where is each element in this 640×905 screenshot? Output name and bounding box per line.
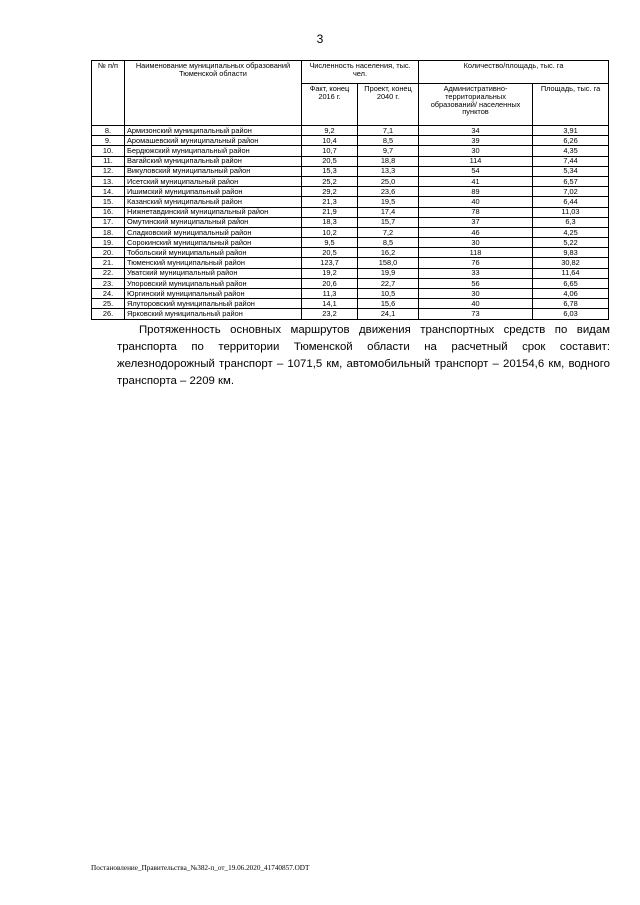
admin-units-count: 30 <box>419 146 533 156</box>
population-fact: 29,2 <box>302 187 358 197</box>
admin-units-count: 30 <box>419 289 533 299</box>
district-name: Сладковский муниципальный район <box>125 227 302 237</box>
area-value: 30,82 <box>533 258 609 268</box>
header-num: № п/п <box>92 61 125 126</box>
admin-units-count: 114 <box>419 156 533 166</box>
table-row <box>92 268 609 278</box>
population-project: 7,2 <box>358 227 419 237</box>
row-number: 23. <box>92 278 125 288</box>
area-value: 6,26 <box>533 136 609 146</box>
admin-units-count: 41 <box>419 176 533 186</box>
header-fact: Факт, конец 2016 г. <box>302 84 358 126</box>
table-row <box>92 197 609 207</box>
district-name: Омутинский муниципальный район <box>125 217 302 227</box>
table-row <box>92 156 609 166</box>
row-number: 20. <box>92 248 125 258</box>
population-project: 24,1 <box>358 309 419 319</box>
district-name: Нижнетавдинский муниципальный район <box>125 207 302 217</box>
population-project: 22,7 <box>358 278 419 288</box>
row-number: 19. <box>92 238 125 248</box>
population-project: 15,7 <box>358 217 419 227</box>
population-fact: 21,3 <box>302 197 358 207</box>
row-number: 14. <box>92 187 125 197</box>
area-value: 6,3 <box>533 217 609 227</box>
area-value: 6,44 <box>533 197 609 207</box>
admin-units-count: 34 <box>419 126 533 136</box>
header-quantity-area: Количество/площадь, тыс. га <box>419 61 609 84</box>
row-number: 12. <box>92 166 125 176</box>
admin-units-count: 54 <box>419 166 533 176</box>
table-row <box>92 136 609 146</box>
area-value: 5,22 <box>533 238 609 248</box>
area-value: 9,83 <box>533 248 609 258</box>
header-project: Проект, конец 2040 г. <box>358 84 419 126</box>
population-fact: 25,2 <box>302 176 358 186</box>
population-fact: 9,2 <box>302 126 358 136</box>
row-number: 15. <box>92 197 125 207</box>
area-value: 11,03 <box>533 207 609 217</box>
admin-units-count: 30 <box>419 238 533 248</box>
area-value: 5,34 <box>533 166 609 176</box>
table-row <box>92 309 609 319</box>
admin-units-count: 56 <box>419 278 533 288</box>
admin-units-count: 118 <box>419 248 533 258</box>
area-value: 7,02 <box>533 187 609 197</box>
area-value: 7,44 <box>533 156 609 166</box>
table-row <box>92 278 609 288</box>
district-name: Юргинский муниципальный район <box>125 289 302 299</box>
table-row <box>92 166 609 176</box>
population-project: 7,1 <box>358 126 419 136</box>
area-value: 6,03 <box>533 309 609 319</box>
table-row <box>92 258 609 268</box>
admin-units-count: 89 <box>419 187 533 197</box>
population-project: 17,4 <box>358 207 419 217</box>
area-value: 6,78 <box>533 299 609 309</box>
area-value: 4,35 <box>533 146 609 156</box>
table-row <box>92 146 609 156</box>
table-body <box>92 126 609 320</box>
district-name: Армизонский муниципальный район <box>125 126 302 136</box>
row-number: 17. <box>92 217 125 227</box>
admin-units-count: 37 <box>419 217 533 227</box>
admin-units-count: 46 <box>419 227 533 237</box>
table-row <box>92 289 609 299</box>
population-fact: 9,5 <box>302 238 358 248</box>
row-number: 18. <box>92 227 125 237</box>
population-project: 8,5 <box>358 136 419 146</box>
population-fact: 10,7 <box>302 146 358 156</box>
table-row <box>92 126 609 136</box>
header-area: Площадь, тыс. га <box>533 84 609 126</box>
admin-units-count: 39 <box>419 136 533 146</box>
population-fact: 14,1 <box>302 299 358 309</box>
population-project: 18,8 <box>358 156 419 166</box>
area-value: 4,25 <box>533 227 609 237</box>
population-project: 13,3 <box>358 166 419 176</box>
row-number: 9. <box>92 136 125 146</box>
population-fact: 21,9 <box>302 207 358 217</box>
population-fact: 10,4 <box>302 136 358 146</box>
population-fact: 20,5 <box>302 248 358 258</box>
population-project: 23,6 <box>358 187 419 197</box>
district-name: Ярковский муниципальный район <box>125 309 302 319</box>
population-fact: 20,6 <box>302 278 358 288</box>
table-row <box>92 217 609 227</box>
table-row <box>92 176 609 186</box>
population-project: 19,9 <box>358 268 419 278</box>
table-row <box>92 187 609 197</box>
population-project: 19,5 <box>358 197 419 207</box>
admin-units-count: 73 <box>419 309 533 319</box>
table-row <box>92 238 609 248</box>
population-fact: 23,2 <box>302 309 358 319</box>
row-number: 21. <box>92 258 125 268</box>
district-name: Исетский муниципальный район <box>125 176 302 186</box>
area-value: 4,06 <box>533 289 609 299</box>
admin-units-count: 40 <box>419 197 533 207</box>
table-row <box>92 207 609 217</box>
population-fact: 20,5 <box>302 156 358 166</box>
row-number: 26. <box>92 309 125 319</box>
population-fact: 18,3 <box>302 217 358 227</box>
district-name: Викуловский муниципальный район <box>125 166 302 176</box>
population-fact: 15,3 <box>302 166 358 176</box>
row-number: 25. <box>92 299 125 309</box>
transport-routes-paragraph: Протяженность основных маршрутов движения транспортных средств по видам транспорта по территории Тюменской области на расчетный срок составит: железнодорожный транспорт – 1071,5 км, автомобильный транспорт – 20154,6 км, водного транспорта – 2209 км. <box>117 324 610 387</box>
row-number: 22. <box>92 268 125 278</box>
municipal-districts-table <box>91 60 609 320</box>
district-name: Упоровский муниципальный район <box>125 278 302 288</box>
population-project: 8,5 <box>358 238 419 248</box>
page-number: 3 <box>316 32 324 46</box>
admin-units-count: 76 <box>419 258 533 268</box>
table-row <box>92 227 609 237</box>
district-name: Аромашевский муниципальный район <box>125 136 302 146</box>
header-admin-units: Административно-территориальных образований/ населенных пунктов <box>419 84 533 126</box>
header-population: Численность населения, тыс. чел. <box>302 61 419 84</box>
population-fact: 11,3 <box>302 289 358 299</box>
row-number: 16. <box>92 207 125 217</box>
area-value: 3,91 <box>533 126 609 136</box>
row-number: 11. <box>92 156 125 166</box>
area-value: 6,57 <box>533 176 609 186</box>
district-name: Уватский муниципальный район <box>125 268 302 278</box>
admin-units-count: 78 <box>419 207 533 217</box>
population-project: 16,2 <box>358 248 419 258</box>
population-project: 9,7 <box>358 146 419 156</box>
population-project: 25,0 <box>358 176 419 186</box>
admin-units-count: 40 <box>419 299 533 309</box>
district-name: Ялуторовский муниципальный район <box>125 299 302 309</box>
admin-units-count: 33 <box>419 268 533 278</box>
population-fact: 10,2 <box>302 227 358 237</box>
table-row <box>92 299 609 309</box>
row-number: 24. <box>92 289 125 299</box>
population-fact: 123,7 <box>302 258 358 268</box>
table-row <box>92 248 609 258</box>
district-name: Ишимский муниципальный район <box>125 187 302 197</box>
row-number: 8. <box>92 126 125 136</box>
row-number: 10. <box>92 146 125 156</box>
population-project: 158,0 <box>358 258 419 268</box>
population-project: 10,5 <box>358 289 419 299</box>
district-name: Тобольский муниципальный район <box>125 248 302 258</box>
document-footer: Постановление_Правительства_№382-п_от_19.06.2020_41740857.ODT <box>91 864 310 872</box>
row-number: 13. <box>92 176 125 186</box>
area-value: 6,65 <box>533 278 609 288</box>
district-name: Бердюжский муниципальный район <box>125 146 302 156</box>
district-name: Сорокинский муниципальный район <box>125 238 302 248</box>
district-name: Тюменский муниципальный район <box>125 258 302 268</box>
population-project: 15,6 <box>358 299 419 309</box>
header-name: Наименование муниципальных образований Тюменской области <box>125 61 302 126</box>
area-value: 11,64 <box>533 268 609 278</box>
district-name: Казанский муниципальный район <box>125 197 302 207</box>
population-fact: 19,2 <box>302 268 358 278</box>
district-name: Вагайский муниципальный район <box>125 156 302 166</box>
